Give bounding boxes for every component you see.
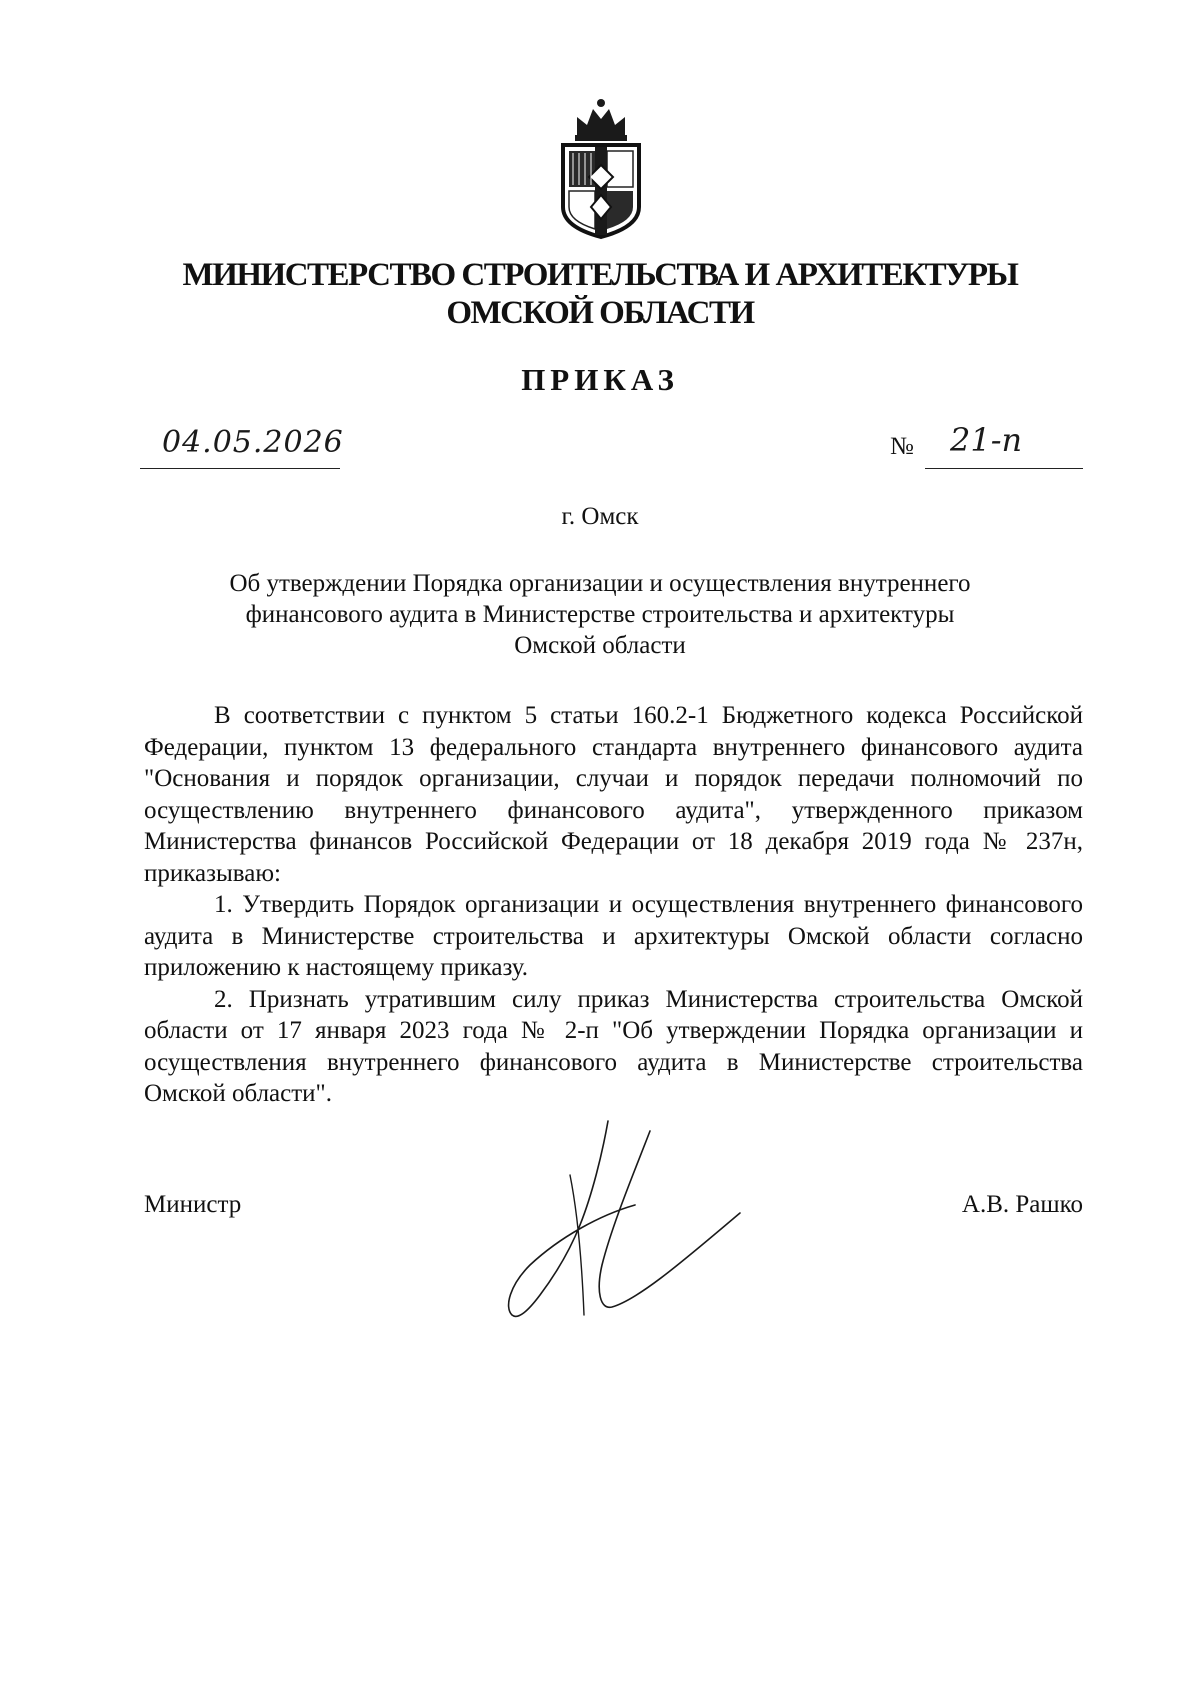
ministry-name-line1: МИНИСТЕРСТВО СТРОИТЕЛЬСТВА И АРХИТЕКТУРЫ	[182, 257, 1018, 293]
signer-role: Министр	[144, 1191, 242, 1218]
subject-line: Омской области	[514, 632, 686, 659]
subject-line: Об утверждении Порядка организации и осуществления внутреннего	[229, 570, 971, 597]
ministry-name-line2: ОМСКОЙ ОБЛАСТИ	[446, 295, 754, 331]
document-number: 21-п	[950, 421, 1023, 459]
subject-line: финансового аудита в Министерстве строительства и архитектуры	[245, 601, 955, 628]
order-item-2: 2. Признать утратившим силу приказ Министерства строительства Омской области от 17 января 2023 года № 2-п "Об утверждении Порядка организации и осуществления внутреннего финансового аудита в Министерстве строительства Омской области".	[144, 985, 1083, 1107]
coat-of-arms-icon	[555, 95, 647, 240]
signer-name: А.В. Рашко	[961, 1191, 1083, 1218]
order-item-1: 1. Утвердить Порядок организации и осуществления внутреннего финансового аудита в Министерстве строительства и архитектуры Омской области согласно приложению к настоящему приказу.	[144, 891, 1083, 981]
order-subject	[150, 568, 1050, 661]
document-date: 04.05.2026	[162, 425, 344, 460]
preamble-paragraph: В соответствии с пунктом 5 статьи 160.2-1 Бюджетного кодекса Российской Федерации, пунктом 13 федерального стандарта внутреннего финансового аудита "Основания и порядок организации, случаи и порядок передачи полномочий по осуществлению внутреннего финансового аудита", утвержденного приказом Министерства финансов Российской Федерации от 18 декабря 2019 года № 237н, приказываю:	[144, 702, 1083, 887]
handwritten-signature-icon	[500, 1115, 810, 1340]
city-of-issue: г. Омск	[561, 503, 639, 530]
document-type-title: ПРИКАЗ	[521, 362, 679, 397]
order-body	[144, 700, 1083, 1110]
number-label: №	[890, 433, 914, 460]
